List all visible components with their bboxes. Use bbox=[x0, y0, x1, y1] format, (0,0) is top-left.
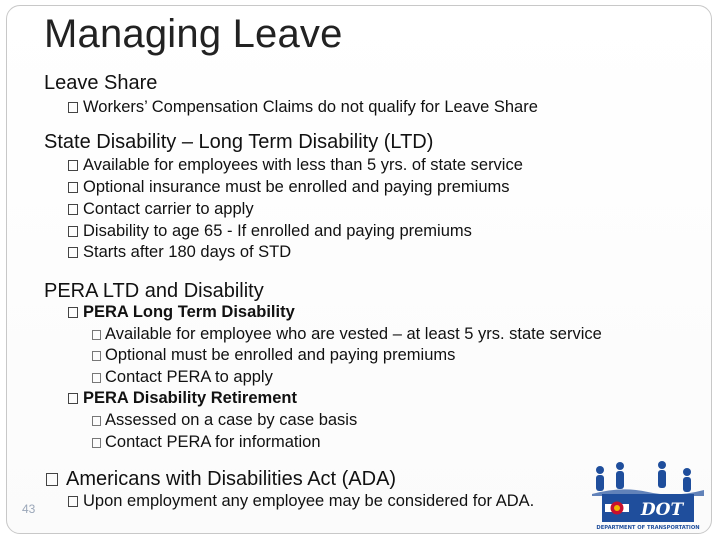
checkbox-bullet-icon bbox=[92, 330, 101, 340]
ltd-item: Disability to age 65 - If enrolled and paying premiums bbox=[68, 223, 472, 240]
ltd-item: Available for employees with less than 5 yrs. of state service bbox=[68, 157, 523, 174]
checkbox-bullet-icon bbox=[68, 102, 78, 113]
pera-ltd-item: Optional must be enrolled and paying premiums bbox=[92, 347, 455, 364]
ltd-heading: State Disability – Long Term Disability (LTD) bbox=[44, 131, 434, 153]
checkbox-bullet-icon bbox=[68, 226, 78, 237]
checkbox-bullet-icon bbox=[68, 160, 78, 171]
cdot-logo bbox=[592, 460, 704, 532]
page-number: 43 bbox=[22, 502, 36, 516]
pera-ltd-item: Available for employee who are vested – at least 5 yrs. state service bbox=[92, 326, 602, 343]
pera-retirement-item: Contact PERA for information bbox=[92, 434, 321, 451]
checkbox-bullet-icon bbox=[92, 351, 101, 361]
checkbox-bullet-icon bbox=[92, 373, 101, 383]
pera-ltd-item: Contact PERA to apply bbox=[92, 369, 273, 386]
people-silhouettes-icon bbox=[592, 461, 704, 496]
ada-heading: Americans with Disabilities Act (ADA) bbox=[46, 469, 396, 489]
checkbox-bullet-icon bbox=[92, 416, 101, 426]
checkbox-bullet-icon bbox=[46, 473, 58, 486]
leave-share-item: Workers’ Compensation Claims do not qualify for Leave Share bbox=[68, 99, 538, 116]
pera-ltd-label: PERA Long Term Disability bbox=[68, 304, 295, 321]
ltd-item: Contact carrier to apply bbox=[68, 201, 254, 218]
logo-caption: DEPARTMENT OF TRANSPORTATION bbox=[596, 525, 700, 531]
checkbox-bullet-icon bbox=[68, 393, 78, 404]
leave-share-heading: Leave Share bbox=[44, 72, 158, 94]
ltd-item: Starts after 180 days of STD bbox=[68, 244, 291, 261]
ada-item: Upon employment any employee may be considered for ADA. bbox=[68, 493, 534, 510]
pera-heading: PERA LTD and Disability bbox=[44, 280, 264, 302]
checkbox-bullet-icon bbox=[68, 496, 78, 507]
checkbox-bullet-icon bbox=[68, 307, 78, 318]
checkbox-bullet-icon bbox=[92, 438, 101, 448]
checkbox-bullet-icon bbox=[68, 247, 78, 258]
pera-retirement-item: Assessed on a case by case basis bbox=[92, 412, 357, 429]
pera-retirement-label: PERA Disability Retirement bbox=[68, 390, 297, 407]
ltd-item: Optional insurance must be enrolled and paying premiums bbox=[68, 179, 510, 196]
checkbox-bullet-icon bbox=[68, 182, 78, 193]
checkbox-bullet-icon bbox=[68, 204, 78, 215]
slide-title: Managing Leave bbox=[44, 12, 343, 56]
logo-text: DOT bbox=[640, 500, 684, 520]
